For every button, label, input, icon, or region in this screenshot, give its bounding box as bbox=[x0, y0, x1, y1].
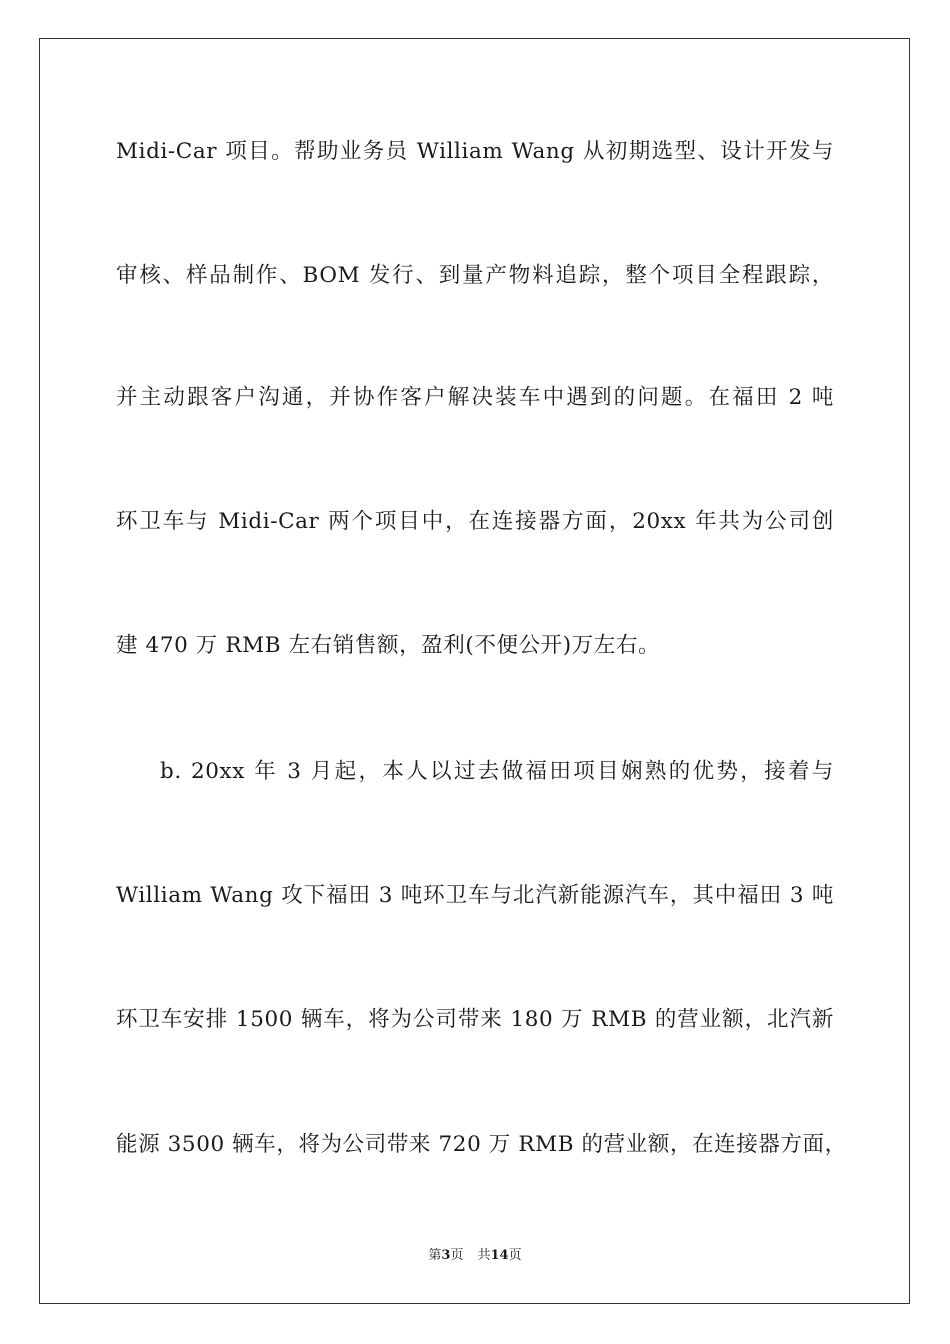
page-footer bbox=[0, 1247, 950, 1265]
body-text-line-2: 审核、样品制作、BOM 发行、到量产物料追踪，整个项目全程跟踪， bbox=[116, 263, 834, 288]
body-text-line-6: b. 20xx 年 3 月起，本人以过去做福田项目娴熟的优势，接着与 bbox=[160, 759, 834, 784]
page-border bbox=[39, 38, 910, 1304]
body-text-line-8: 环卫车安排 1500 辆车，将为公司带来 180 万 RMB 的营业额，北汽新 bbox=[116, 1007, 834, 1032]
body-text-line-3: 并主动跟客户沟通，并协作客户解决装车中遇到的问题。在福田 2 吨 bbox=[116, 385, 834, 410]
body-text-line-7: William Wang 攻下福田 3 吨环卫车与北汽新能源汽车，其中福田 3 吨 bbox=[116, 883, 834, 908]
total-prefix: 共 bbox=[477, 1248, 491, 1263]
body-text-line-5: 建 470 万 RMB 左右销售额，盈利(不便公开)万左右。 bbox=[116, 633, 661, 658]
body-text-line-1: Midi-Car 项目。帮助业务员 William Wang 从初期选型、设计开发与 bbox=[116, 139, 834, 164]
page-number: 3 bbox=[441, 1248, 451, 1263]
page-prefix: 第 bbox=[428, 1248, 442, 1263]
total-pages: 14 bbox=[490, 1248, 509, 1263]
body-text-line-4: 环卫车与 Midi-Car 两个项目中，在连接器方面，20xx 年共为公司创 bbox=[116, 509, 834, 534]
body-text-line-9: 能源 3500 辆车，将为公司带来 720 万 RMB 的营业额，在连接器方面， bbox=[116, 1132, 847, 1157]
page-suffix: 页 bbox=[450, 1248, 464, 1263]
total-suffix: 页 bbox=[508, 1248, 522, 1263]
